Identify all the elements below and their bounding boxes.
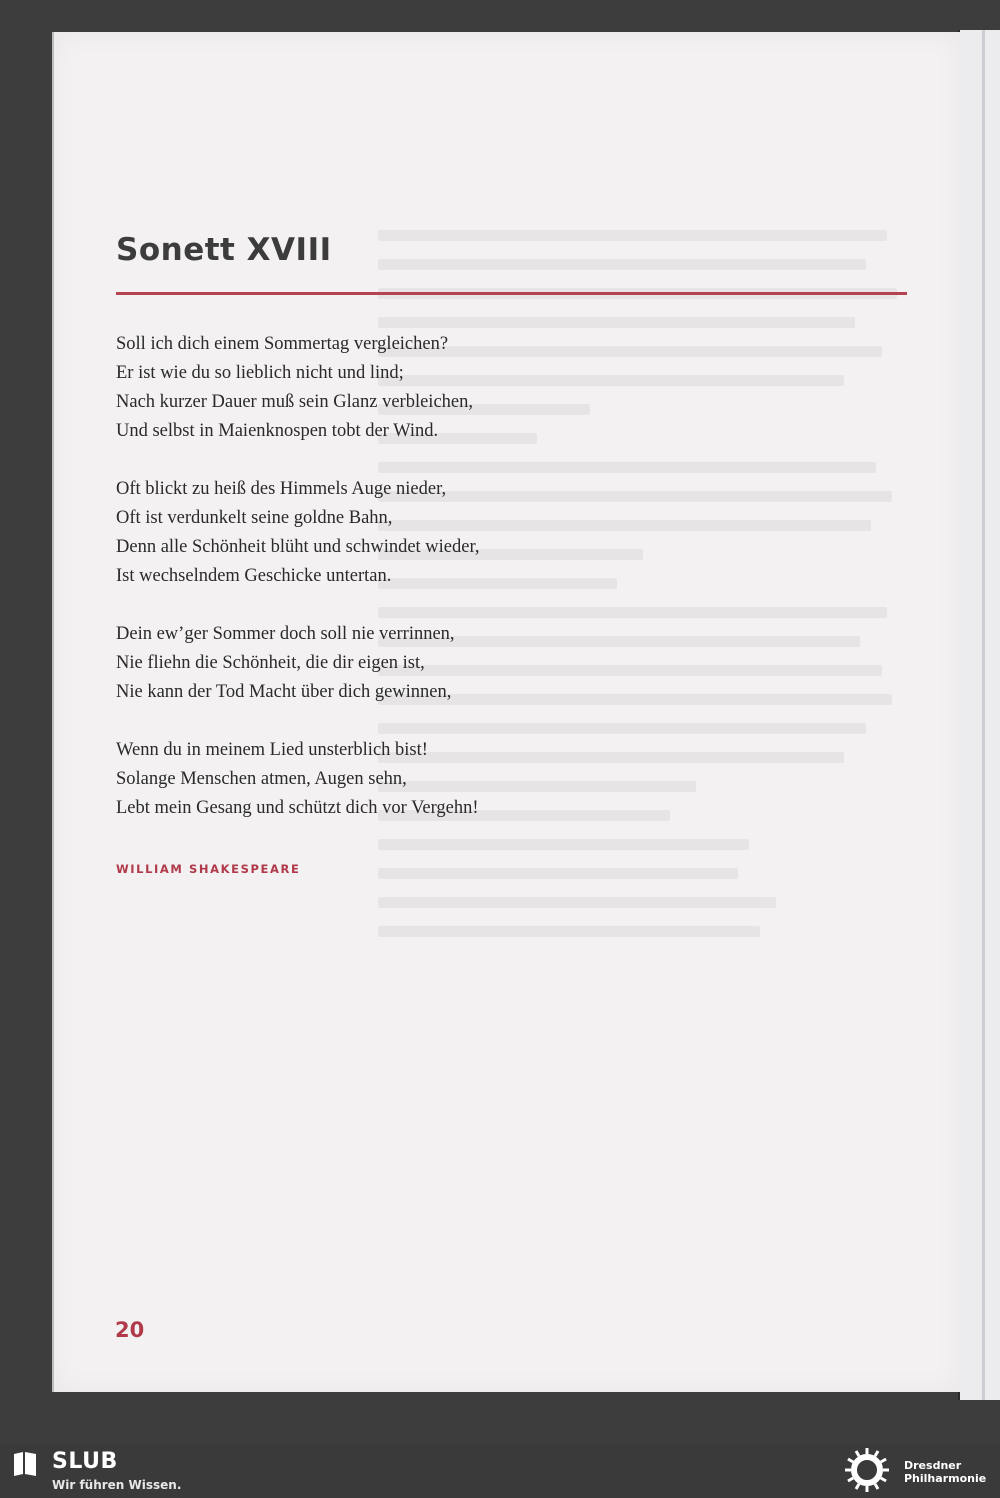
stanza [116,620,716,707]
poem-line: Oft ist verdunkelt seine goldne Bahn, [116,508,393,528]
poem-line: Lebt mein Gesang und schützt dich vor Vergehn! [116,798,479,818]
poem-author: WILLIAM SHAKESPEARE [116,862,301,876]
poem-line: Nach kurzer Dauer muß sein Glanz verbleichen, [116,392,473,412]
poem-line: Wenn du in meinem Lied unsterblich bist! [116,740,428,760]
poem-body [116,330,716,852]
poem-line: Dein ew’ger Sommer doch soll nie verrinnen, [116,624,455,644]
partner-name-line2: Philharmonie [904,1472,987,1485]
poem-line: Nie kann der Tod Macht über dich gewinnen, [116,682,452,702]
title-divider [116,292,907,295]
poem-line: Soll ich dich einem Sommertag vergleichen? [116,334,449,354]
poem-line: Und selbst in Maienknospen tobt der Wind. [116,421,439,441]
poem-line: Denn alle Schönheit blüht und schwindet wieder, [116,537,480,557]
partner-name[interactable] [904,1459,986,1485]
sun-ring-logo[interactable] [842,1447,892,1493]
poem-line: Solange Menschen atmen, Augen sehn, [116,769,407,789]
partner-name-line1: Dresdner [904,1459,962,1472]
stanza [116,330,716,446]
page-number: 20 [115,1318,145,1342]
poem-line: Nie fliehn die Schönheit, die dir eigen ist, [116,653,425,673]
poem-line: Er ist wie du so lieblich nicht und lind; [116,363,404,383]
adjacent-page-edge [958,30,1000,1400]
poem-line: Oft blickt zu heiß des Himmels Auge nieder, [116,479,447,499]
footer-bar [0,1445,1000,1495]
poem-line: Ist wechselndem Geschicke untertan. [116,566,392,586]
stanza [116,736,716,823]
poem-title: Sonett XVIII [116,232,332,268]
library-tagline: Wir führen Wissen. [52,1478,182,1492]
page-edge-stripe [982,30,985,1400]
book-icon [12,1450,38,1478]
stanza [116,475,716,591]
library-name[interactable]: SLUB [52,1449,118,1474]
